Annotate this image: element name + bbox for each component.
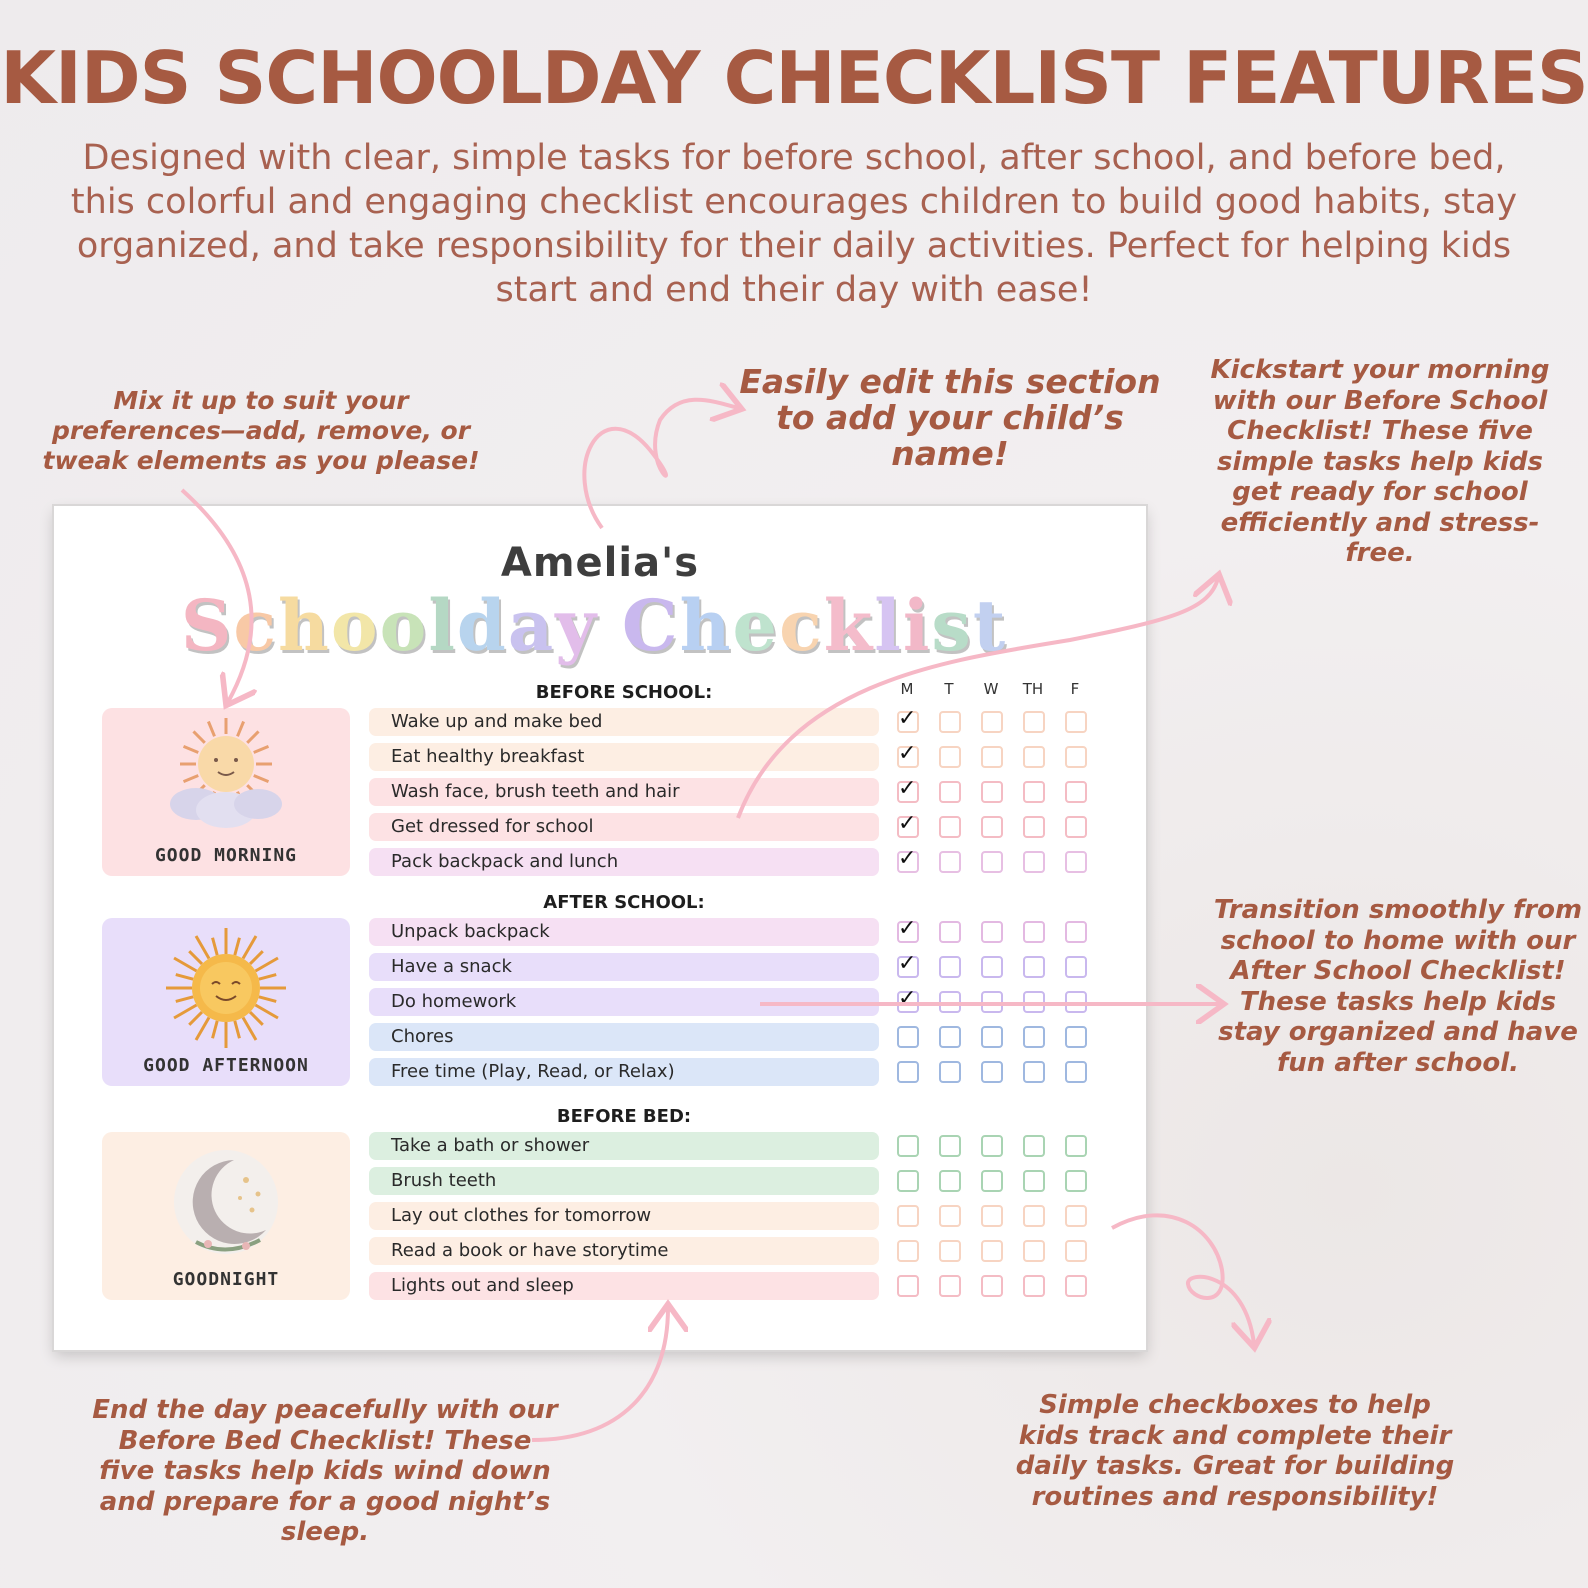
task-label: Read a book or have storytime bbox=[391, 1240, 669, 1261]
task-label: Lights out and sleep bbox=[391, 1275, 574, 1296]
task-label: Lay out clothes for tomorrow bbox=[391, 1205, 652, 1226]
page-headline: KIDS SCHOOLDAY CHECKLIST FEATURES bbox=[0, 36, 1588, 120]
section-heading: AFTER SCHOOL: bbox=[543, 892, 705, 913]
title-letter: h bbox=[679, 584, 733, 667]
day-header: T bbox=[944, 680, 954, 698]
day-header: M bbox=[900, 680, 914, 698]
title-letter: l bbox=[874, 584, 903, 667]
callout-simple: Simple checkboxes to help kids track and complete their daily tasks. Great for building routines and responsibility! bbox=[1015, 1390, 1455, 1512]
checkmark-icon: ✓ bbox=[898, 706, 917, 731]
title-letter: d bbox=[456, 584, 508, 667]
task-label: Wash face, brush teeth and hair bbox=[391, 781, 680, 802]
checkmark-icon: ✓ bbox=[898, 986, 917, 1011]
panel-label: GOOD MORNING bbox=[154, 845, 298, 866]
title-letter: l bbox=[428, 584, 457, 667]
arrow-edit bbox=[584, 400, 738, 528]
title-letter: t bbox=[972, 584, 1008, 667]
title-letter: C bbox=[621, 584, 680, 667]
callout-edit: Easily edit this section to add your child’s name! bbox=[739, 362, 1161, 473]
callout-transition: Transition smoothly from school to home with our After School Checklist! These tasks help kids stay organized and have fun after school. bbox=[1213, 895, 1583, 1078]
title-letter: y bbox=[555, 584, 598, 667]
title-letter: h bbox=[278, 584, 331, 667]
callout-kickstart: Kickstart your morning with our Before School Checklist! These five simple tasks help kids get ready for school efficiently and stress-free. bbox=[1210, 355, 1550, 568]
title-letter: o bbox=[379, 584, 429, 667]
task-label: Chores bbox=[391, 1026, 454, 1047]
arrow-simple bbox=[1112, 1215, 1254, 1344]
child-name: Amelia's bbox=[500, 540, 700, 586]
title-letter: s bbox=[931, 584, 973, 667]
task-label: Get dressed for school bbox=[391, 816, 594, 837]
panel-label: GOOD AFTERNOON bbox=[143, 1055, 309, 1076]
task-label: Wake up and make bed bbox=[391, 711, 603, 732]
checkmark-icon: ✓ bbox=[898, 776, 917, 801]
title-letter: o bbox=[330, 584, 380, 667]
callout-mix: Mix it up to suit your preferences—add, remove, or tweak elements as you please! bbox=[42, 386, 480, 475]
task-label: Pack backpack and lunch bbox=[391, 851, 619, 872]
day-header: TH bbox=[1022, 680, 1044, 698]
title-letter: e bbox=[732, 584, 780, 667]
arrow-kickstart bbox=[738, 578, 1218, 818]
title-letter: S bbox=[180, 584, 234, 667]
checkmark-icon: ✓ bbox=[898, 951, 917, 976]
intro-paragraph: Designed with clear, simple tasks for before school, after school, and before bed, this colorful and engaging checklist encourages children to build good habits, stay organized, and take responsibility for their daily activities. Perfect for helping kids start and end their day with ease! bbox=[70, 138, 1518, 310]
title-letter: k bbox=[823, 584, 875, 667]
panel-label: GOODNIGHT bbox=[172, 1269, 280, 1290]
task-label: Free time (Play, Read, or Relax) bbox=[391, 1061, 675, 1082]
task-label: Brush teeth bbox=[391, 1170, 497, 1191]
day-header: F bbox=[1070, 680, 1080, 698]
section-heading: BEFORE BED: bbox=[556, 1106, 692, 1127]
checkmark-icon: ✓ bbox=[898, 811, 917, 836]
callout-end: End the day peacefully with our Before Bed Checklist! These five tasks help kids wind down and prepare for a good night’s sleep. bbox=[92, 1395, 558, 1547]
day-header: W bbox=[983, 680, 999, 698]
title-letter: c bbox=[779, 584, 824, 667]
task-label: Eat healthy breakfast bbox=[391, 746, 585, 767]
arrow-mix bbox=[182, 490, 252, 702]
checkmark-icon: ✓ bbox=[898, 916, 917, 941]
title-letter: i bbox=[902, 584, 932, 667]
section-heading: BEFORE SCHOOL: bbox=[535, 682, 713, 703]
task-label: Have a snack bbox=[391, 956, 512, 977]
arrow-end bbox=[532, 1308, 668, 1440]
checkmark-icon: ✓ bbox=[898, 741, 917, 766]
task-label: Do homework bbox=[391, 991, 517, 1012]
task-label: Unpack backpack bbox=[391, 921, 550, 942]
title-letter: a bbox=[507, 584, 556, 667]
task-label: Take a bath or shower bbox=[391, 1135, 590, 1156]
title-letter: c bbox=[233, 584, 278, 667]
checkmark-icon: ✓ bbox=[898, 846, 917, 871]
